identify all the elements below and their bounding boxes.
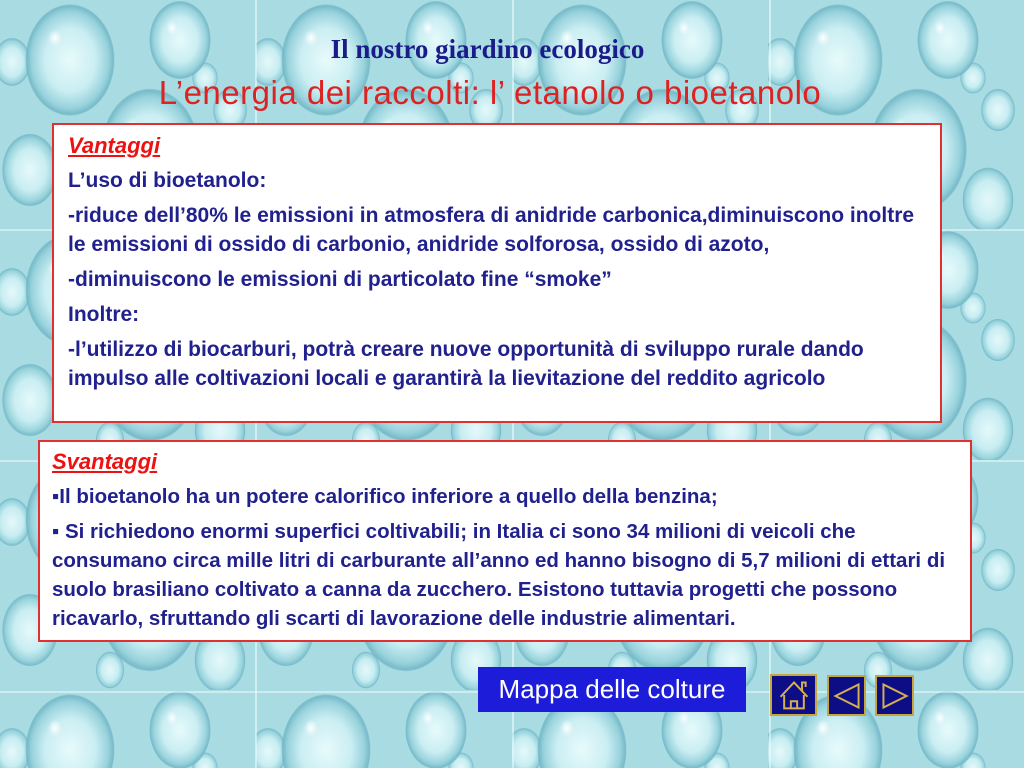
vantaggi-box — [52, 123, 942, 423]
page-title: Il nostro giardino ecologico — [330, 34, 645, 64]
next-slide-button[interactable] — [875, 675, 914, 716]
vantaggi-paragraph-5: -l’utilizzo di biocarburi, potrà creare nuove opportunità di sviluppo rurale dando impulso alle coltivazioni locali e garantirà la lievitazione del reddito agricolo — [68, 338, 864, 390]
subtitle-row — [0, 74, 980, 112]
svantaggi-heading: Svantaggi — [52, 449, 158, 474]
header — [0, 34, 975, 65]
arrow-right-icon — [879, 679, 911, 713]
svantaggi-box — [38, 440, 972, 642]
home-button[interactable] — [770, 674, 817, 716]
previous-slide-button[interactable] — [827, 675, 866, 716]
vantaggi-paragraph-3: -diminuiscono le emissioni di particolato fine “smoke” — [68, 268, 612, 291]
svantaggi-paragraph-1: ▪Il bioetanolo ha un potere calorifico inferiore a quello della benzina; — [52, 485, 718, 508]
home-icon — [774, 678, 814, 712]
vantaggi-paragraph-1: L’uso di bioetanolo: — [68, 169, 267, 192]
svantaggi-paragraph-2: ▪ Si richiedono enormi superfici coltivabili; in Italia ci sono 34 milioni di veicoli che consumano circa mille litri di carburante all’anno ed hanno bisogno di 5,7 milioni di ettari di suolo brasiliano coltivato a canna da zucchero. Esistono tuttavia progetti che possono ricavarlo, sfruttando gli scarti di lavorazione delle industrie alimentari. — [52, 520, 946, 630]
mappa-delle-colture-button[interactable]: Mappa delle colture — [478, 667, 746, 712]
vantaggi-paragraph-4: Inoltre: — [68, 303, 140, 326]
arrow-left-icon — [831, 679, 863, 713]
slide-subtitle: L’energia dei raccolti: l’ etanolo o bioetanolo — [158, 74, 822, 111]
vantaggi-heading: Vantaggi — [68, 133, 161, 158]
vantaggi-paragraph-2: -riduce dell’80% le emissioni in atmosfera di anidride carbonica,diminuiscono inoltre le emissioni di ossido di carbonio, anidride solforosa, ossido di azoto, — [68, 204, 915, 256]
